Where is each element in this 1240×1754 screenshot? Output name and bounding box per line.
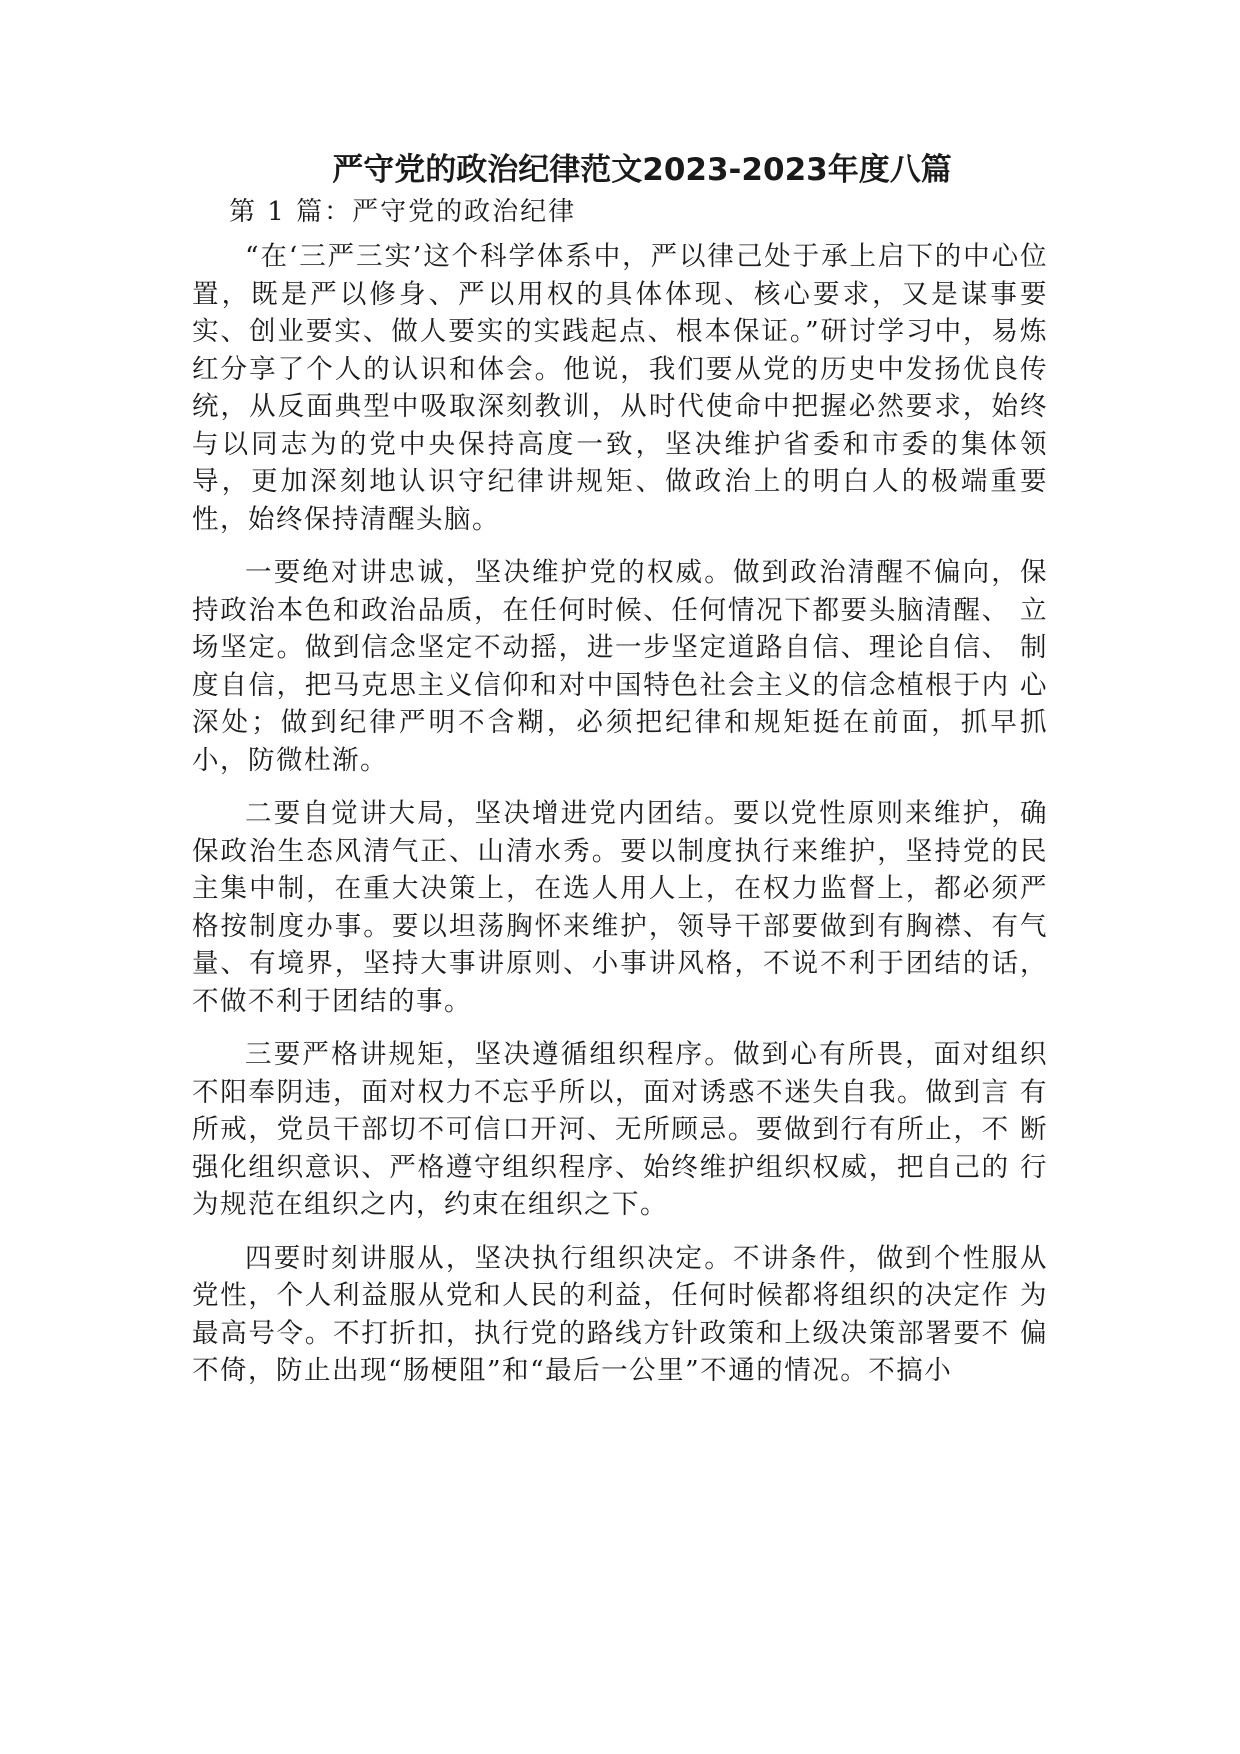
body-paragraph: 二要自觉讲大局，坚决增进党内团结。要以党性原则来维护，确保政治生态风清气正、山清水秀。要以制度执行来维护，坚持党的民主集中制，在重大决策上，在选人用人上，在权力监督上，都必须严格按制度办事。要以坦荡胸怀来维护，领导干部要做到有胸襟、有气量、有境界，坚持大事讲原则、小事讲风格，不说不利于团结的话，不做不利于团结的事。 xyxy=(192,798,1048,1017)
document-title: 严守党的政治纪律范文2023-2023年度八篇 xyxy=(332,152,952,188)
body-paragraph: 三要严格讲规矩，坚决遵循组织程序。做到心有所畏，面对组织不阳奉阴违，面对权力不忘乎所以，面对诱惑不迷失自我。做到言 有所戒，党员干部切不可信口开河、无所顾忌。要做到行有所止，不 断强化组织意识、严格遵守组织程序、始终维护组织权威，把自己的 行为规范在组织之内，约束在组织之下。 xyxy=(192,1039,1048,1220)
section-heading: 第 1 篇：严守党的政治纪律 xyxy=(229,197,577,227)
document-page xyxy=(192,148,1048,1390)
body-paragraph: 一要绝对讲忠诚，坚决维护党的权威。做到政治清醒不偏向，保持政治本色和政治品质，在任何时候、任何情况下都要头脑清醒、 立场坚定。做到信念坚定不动摇，进一步坚定道路自信、理论自信、 制度自信，把马克思主义信仰和对中国特色社会主义的信念植根于内 心深处；做到纪律严明不含糊，必须把纪律和规矩挺在前面，抓早抓 小，防微杜渐。 xyxy=(192,557,1048,776)
body-paragraph: 四要时刻讲服从，坚决执行组织决定。不讲条件，做到个性服从党性，个人利益服从党和人民的利益，任何时候都将组织的决定作 为最高号令。不打折扣，执行党的路线方针政策和上级决策部署要不 偏不倚，防止出现“肠梗阻”和“最后一公里”不通的情况。不搞小 xyxy=(192,1242,1048,1386)
body-paragraph: “在‘三严三实’这个科学体系中，严以律己处于承上启下的中心位置，既是严以修身、严以用权的具体体现、核心要求，又是谋事要实、创业要实、做人要实的实践起点、根本保证。”研讨学习中，易炼红分享了个人的认识和体会。他说，我们要从党的历史中发扬优良传统，从反面典型中吸取深刻教训，从时代使命中把握必然要求，始终与以同志为的党中央保持高度一致，坚决维护省委和市委的集体领导，更加深刻地认识守纪律讲规矩、做政治上的明白人的极端重要性，始终保持清醒头脑。 xyxy=(192,241,1048,535)
